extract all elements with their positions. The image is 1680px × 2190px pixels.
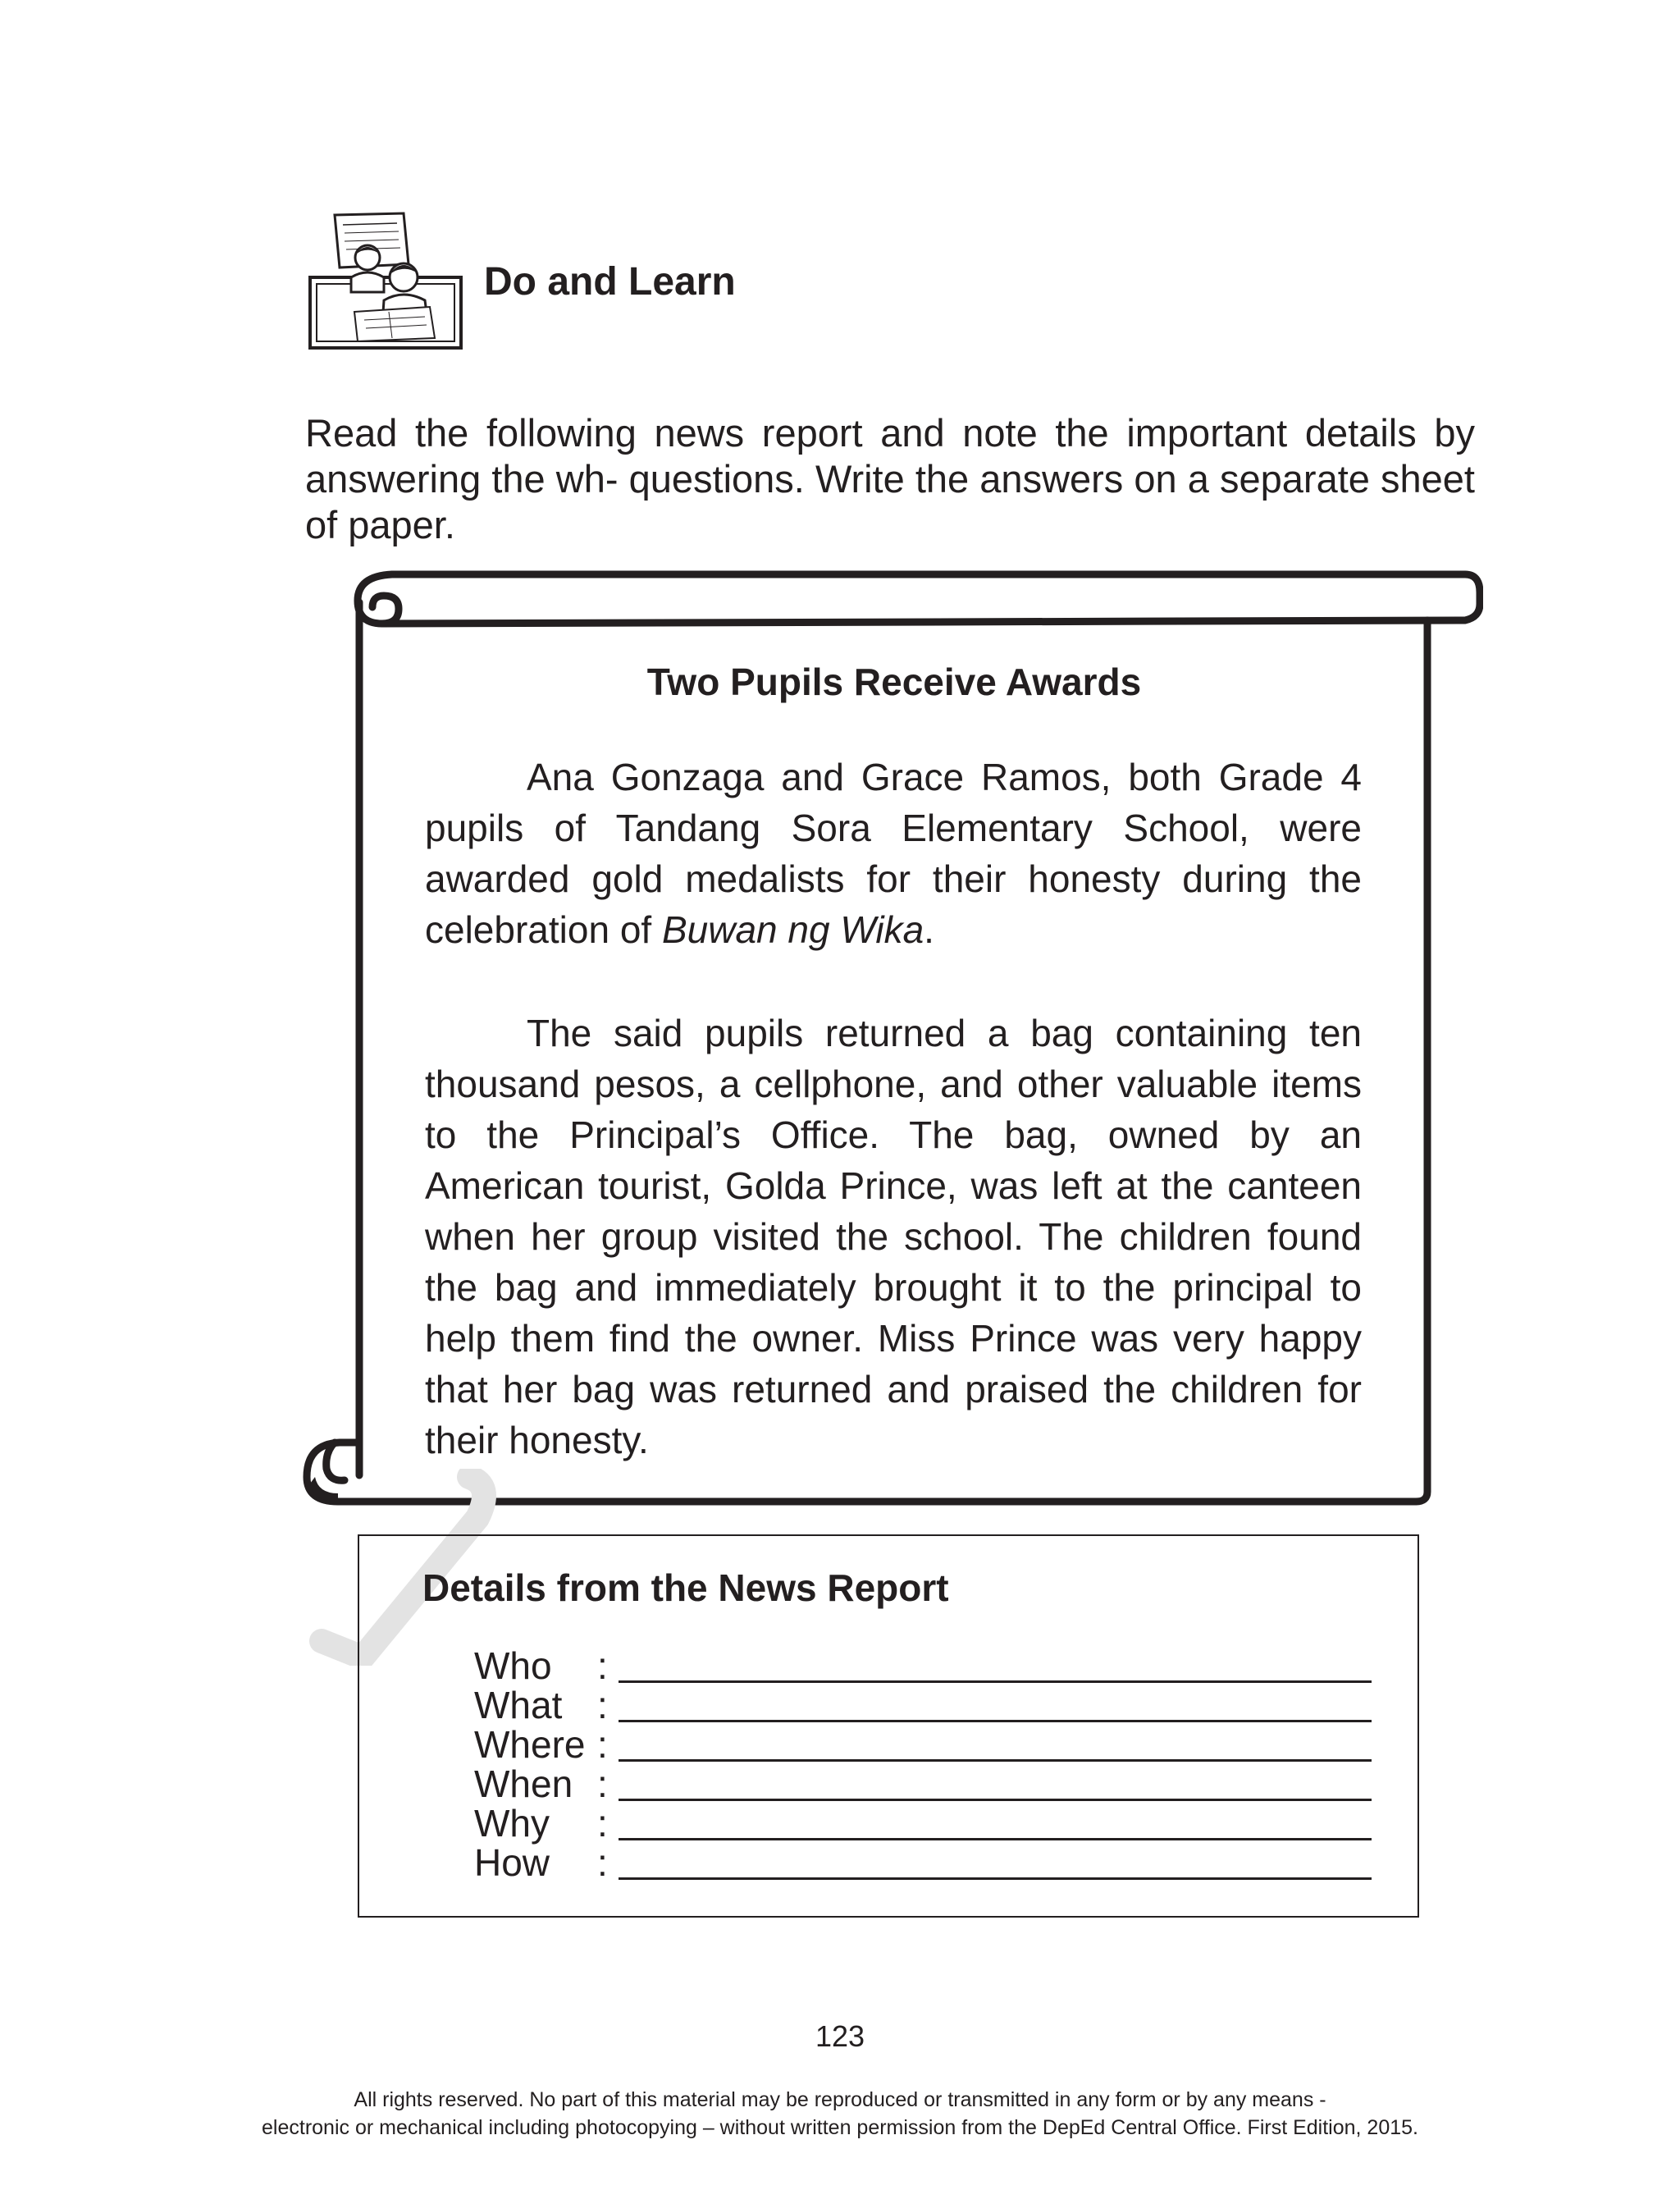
copyright-line-2: electronic or mechanical including photocopying – without written permission from the DepEd Central Office. First Edition, 2015. (262, 2116, 1418, 2139)
question-label: Who (474, 1644, 552, 1687)
question-label: How (474, 1841, 550, 1884)
details-title: Details from the News Report (422, 1566, 949, 1609)
answer-line (619, 1720, 1372, 1722)
story-paragraph-1-text: Ana Gonzaga and Grace Ramos, both Grade 4 pupils of Tandang Sora Elementary School, were awarded gold medalists for their honesty during the celebration of (425, 756, 1362, 951)
question-colon: : (597, 1644, 608, 1687)
story-paragraph-1-end: . (924, 908, 934, 951)
answer-line (619, 1838, 1372, 1840)
question-colon: : (597, 1684, 608, 1726)
question-colon: : (597, 1723, 608, 1766)
story-title: Two Pupils Receive Awards (646, 661, 1142, 703)
copyright-notice (0, 2086, 1680, 2142)
answer-line (619, 1799, 1372, 1801)
page-number: 123 (815, 2019, 865, 2053)
answer-line (619, 1759, 1372, 1762)
question-colon: : (597, 1802, 608, 1845)
copyright-line-1: All rights reserved. No part of this material may be reproduced or transmitted in any form or by any means - (354, 2088, 1326, 2111)
question-label: Where (474, 1723, 586, 1766)
question-colon: : (597, 1763, 608, 1805)
question-label: What (474, 1684, 563, 1726)
children-with-worksheet-icon (307, 210, 464, 351)
story-paragraph-2: The said pupils returned a bag containing ten thousand pesos, a cellphone, and other valuable items to the Principal’s Office. The bag, owned by an American tourist, Golda Prince, was left at the canteen when her group visited the school. The children found the bag and immediately brought it to the principal to help them find the owner. Miss Prince was very happy that her bag was returned and praised the children for their honesty. (425, 1012, 1362, 1461)
answer-line (619, 1877, 1372, 1880)
section-title: Do and Learn (484, 260, 736, 304)
instructions-text: Read the following news report and note the important details by answering the wh- questions. Write the answers on a separate sheet of paper. (305, 411, 1475, 546)
story-paragraph-1 (425, 752, 1362, 955)
answer-line (619, 1680, 1372, 1683)
question-colon: : (597, 1841, 608, 1884)
story-paragraph-1-italic: Buwan ng Wika (661, 908, 924, 951)
question-label: When (474, 1763, 573, 1805)
question-label: Why (474, 1802, 550, 1845)
